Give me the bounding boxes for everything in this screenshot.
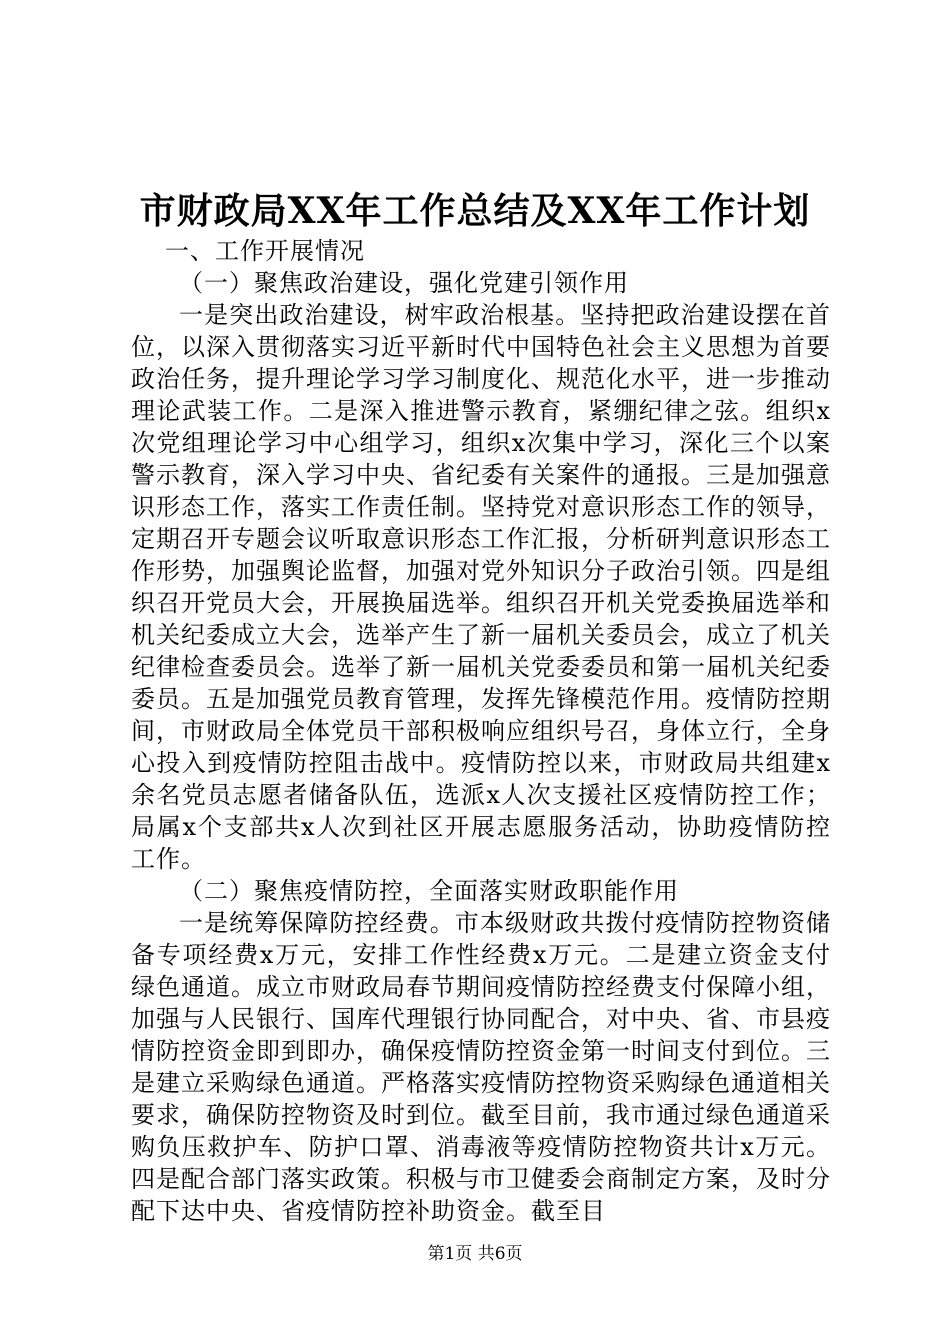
subsection-heading-1: （一）聚焦政治建设，强化党建引领作用 xyxy=(179,269,629,297)
body-paragraph-2: 一是统筹保障防控经费。市本级财政共拨付疫情防控物资储备专项经费x万元，安排工作性经费x万元。二是建立资金支付绿色通道。成立市财政局春节期间疫情防控经费支付保障小组，加强与人民银行、国库代理银行协同配合，对中央、省、市县疫情防控资金即到即办，确保疫情防控资金第一时间支付到位。三是建立采购绿色通道。严格落实疫情防控物资采购绿色通道相关要求，确保防控物资及时到位。截至目前，我市通过绿色通道采购负压救护车、防护口罩、消毒液等疫情防控物资共计x万元。四是配合部门落实政策。积极与市卫健委会商制定方案，及时分配下达中央、省疫情防控补助资金。截至目 xyxy=(131,909,831,1225)
document-body xyxy=(131,235,831,1227)
body-paragraph-1: 一是突出政治建设，树牢政治根基。坚持把政治建设摆在首位，以深入贯彻落实习近平新时代中国特色社会主义思想为首要政治任务，提升理论学习学习制度化、规范化水平，进一步推动理论武装工作。二是深入推进警示教育，紧绷纪律之弦。组织x次党组理论学习中心组学习，组织x次集中学习，深化三个以案警示教育，深入学习中央、省纪委有关案件的通报。三是加强意识形态工作，落实工作责任制。坚持党对意识形态工作的领导，定期召开专题会议听取意识形态工作汇报，分析研判意识形态工作形势，加强舆论监督，加强对党外知识分子政治引领。四是组织召开党员大会，开展换届选举。组织召开机关党委换届选举和机关纪委成立大会，选举产生了新一届机关委员会，成立了机关纪律检查委员会。选举了新一届机关党委委员和第一届机关纪委委员。五是加强党员教育管理，发挥先锋模范作用。疫情防控期间，市财政局全体党员干部积极响应组织号召，身体立行，全身心投入到疫情防控阻击战中。疫情防控以来，市财政局共组建x余名党员志愿者储备队伍，选派x人次支援社区疫情防控工作；局属x个支部共x人次到社区开展志愿服务活动，协助疫情防控工作。 xyxy=(131,301,831,873)
document-title: 市财政局XX年工作总结及XX年工作计划 xyxy=(139,190,811,232)
subsection-heading-2: （二）聚焦疫情防控，全面落实财政职能作用 xyxy=(179,877,679,905)
page-number-footer: 第1页 共6页 xyxy=(427,1244,523,1264)
section-heading: 一、工作开展情况 xyxy=(165,237,365,265)
